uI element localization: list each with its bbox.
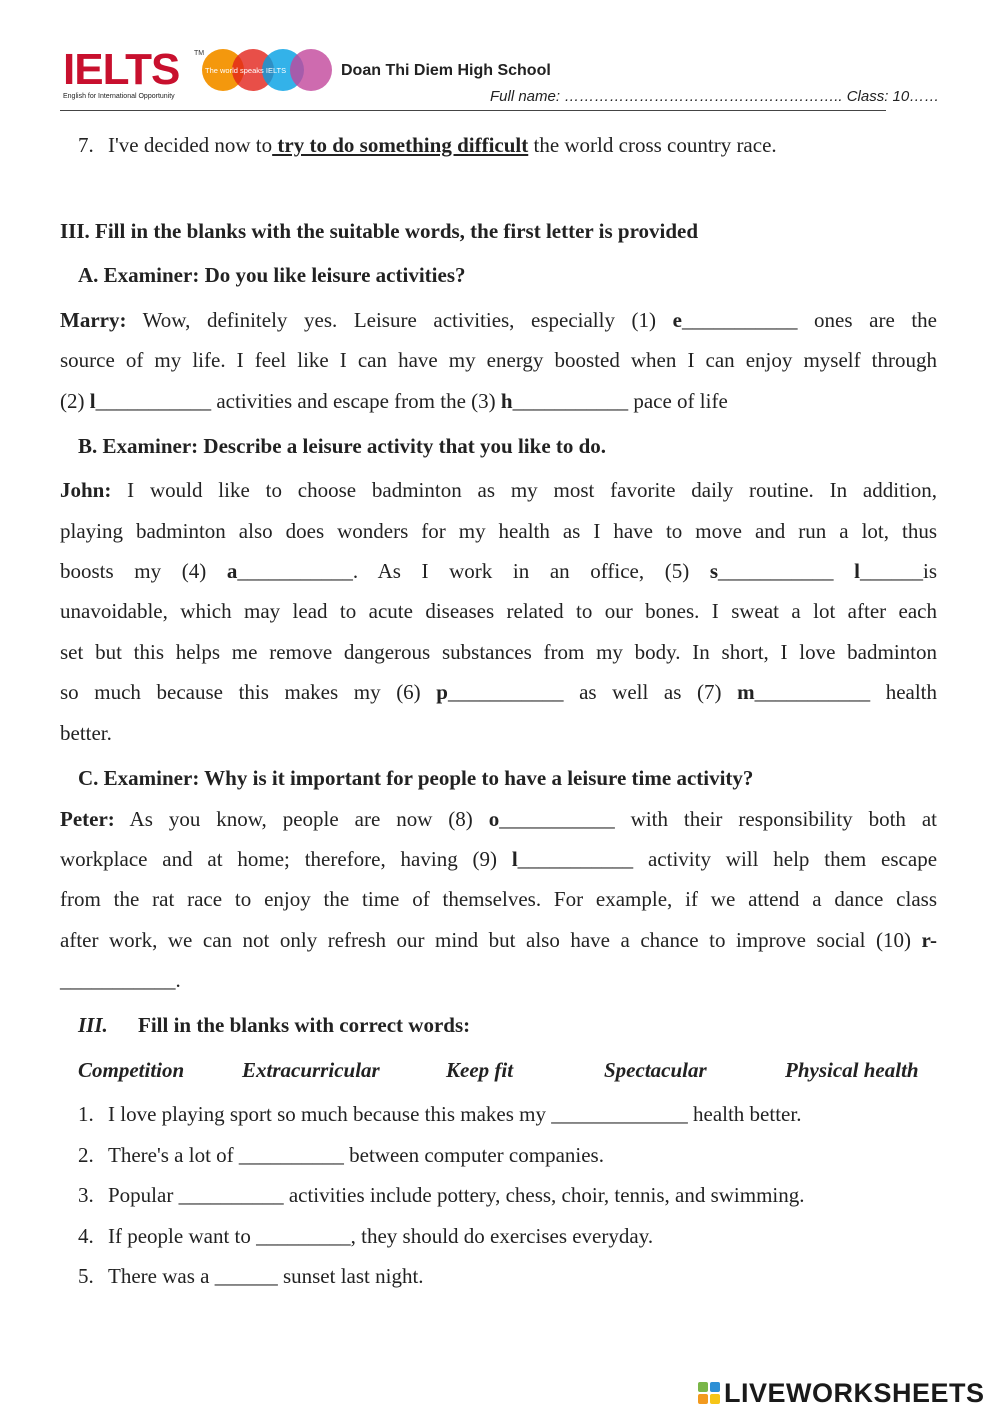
blank-5b[interactable]: ______is	[860, 559, 938, 583]
blank-8[interactable]: ___________ with their responsibility both at	[499, 807, 938, 831]
speaker-name: Marry:	[60, 308, 127, 332]
part-c-line-3: from the rat race to enjoy the time of themselves. For example, if we attend a dance class	[60, 887, 937, 911]
part-b-line-1	[60, 478, 937, 502]
underlined-phrase: try to do something difficult	[272, 133, 529, 157]
grid-square-orange	[698, 1394, 708, 1404]
word-bank-item: Extracurricular	[242, 1058, 380, 1082]
part-c-line-2	[60, 847, 937, 871]
part-a-heading: A. Examiner: Do you like leisure activities?	[78, 263, 466, 287]
part-b-line-5: set but this helps me remove dangerous substances from my body. In short, I love badminton	[60, 640, 937, 664]
blank-5a-letter: s	[709, 559, 719, 583]
fullname-class-line: Full name: ……………………………………………….. Class: 10……	[490, 88, 940, 105]
item-number: 2.	[78, 1143, 94, 1167]
blank-7-letter: m	[737, 680, 755, 704]
liveworksheets-logo[interactable]	[698, 1378, 985, 1408]
header-divider	[60, 110, 886, 111]
question-text: the world cross country race.	[528, 133, 777, 157]
word-bank-item: Physical health	[785, 1058, 919, 1082]
blank-10[interactable]: ___________.	[60, 968, 181, 992]
grid-square-blue	[710, 1382, 720, 1392]
item-text[interactable]: If people want to _________, they should do exercises everyday.	[108, 1224, 654, 1248]
question-text: I've decided now to	[108, 133, 273, 157]
logo-wordmark: IELTS	[63, 45, 180, 94]
part-a-line-3	[60, 389, 728, 413]
blank-9-letter: l	[511, 847, 518, 871]
section-roman-numeral: III.	[78, 1013, 108, 1037]
item-number: 5.	[78, 1264, 94, 1288]
blank-1-letter: e	[672, 308, 682, 332]
blank-4-letter: a	[226, 559, 238, 583]
item-text[interactable]: There's a lot of __________ between computer companies.	[108, 1143, 604, 1167]
liveworksheets-grid-icon	[698, 1382, 720, 1404]
question-7	[78, 133, 777, 157]
question-number: 7.	[78, 133, 94, 157]
list-item	[78, 1102, 801, 1126]
logo-slogan: The world speaks IELTS	[205, 66, 287, 75]
item-text[interactable]: There was a ______ sunset last night.	[108, 1264, 424, 1288]
passage-text: boosts my (4)	[60, 559, 227, 583]
blank-6[interactable]: ___________ as well as (7)	[447, 680, 738, 704]
blank-8-letter: o	[488, 807, 500, 831]
speaker-name: John:	[60, 478, 112, 502]
part-b-line-7: better.	[60, 721, 112, 745]
part-b-line-3	[60, 559, 937, 583]
blank-2[interactable]: ___________ activities and escape from the (3)	[95, 389, 501, 413]
part-a-line-1	[60, 308, 937, 332]
section-3b-title	[78, 1013, 470, 1037]
item-text[interactable]: Popular __________ activities include pottery, chess, choir, tennis, and swimming.	[108, 1183, 805, 1207]
item-number: 3.	[78, 1183, 94, 1207]
logo-trademark: TM	[194, 50, 205, 57]
part-c-line-1	[60, 807, 937, 831]
passage-text: I would like to choose badminton as my most favorite daily routine. In addition,	[111, 478, 937, 502]
blank-5a[interactable]: ___________	[718, 559, 855, 583]
item-number: 4.	[78, 1224, 94, 1248]
blank-2-letter: l	[89, 389, 96, 413]
passage-text: after work, we can not only refresh our mind but also have a chance to improve social (10)	[60, 928, 922, 952]
passage-text: so much because this makes my (6)	[60, 680, 437, 704]
liveworksheets-wordmark: LIVEWORKSHEETS	[724, 1378, 985, 1408]
blank-1[interactable]: ___________ ones are the	[681, 308, 937, 332]
speaker-name: Peter:	[60, 807, 115, 831]
passage-text: workplace and at home; therefore, having (9)	[60, 847, 512, 871]
part-b-line-2: playing badminton also does wonders for my health as I have to move and run a lot, thus	[60, 519, 937, 543]
list-item	[78, 1224, 653, 1248]
blank-10-letter: r-	[921, 928, 937, 952]
item-number: 1.	[78, 1102, 94, 1126]
part-c-line-4	[60, 928, 937, 952]
ielts-logo	[60, 46, 320, 106]
blank-6-letter: p	[436, 680, 448, 704]
passage-text: (2)	[60, 389, 90, 413]
list-item	[78, 1143, 604, 1167]
part-c-heading: C. Examiner: Why is it important for people to have a leisure time activity?	[78, 766, 754, 790]
passage-text: Wow, definitely yes. Leisure activities, especially (1)	[126, 308, 673, 332]
word-bank-item: Spectacular	[604, 1058, 707, 1082]
part-b-line-6	[60, 680, 937, 704]
blank-3[interactable]: ___________ pace of life	[512, 389, 728, 413]
school-name: Doan Thi Diem High School	[341, 62, 551, 79]
blank-7[interactable]: ___________ health	[754, 680, 938, 704]
word-bank-item: Keep fit	[446, 1058, 514, 1082]
part-a-line-2: source of my life. I feel like I can have my energy boosted when I can enjoy myself through	[60, 348, 937, 372]
passage-text: As you know, people are now (8)	[114, 807, 489, 831]
part-b-heading: B. Examiner: Describe a leisure activity that you like to do.	[78, 434, 607, 458]
grid-square-green	[698, 1382, 708, 1392]
page-header	[0, 0, 1000, 115]
part-b-line-4: unavoidable, which may lead to acute diseases related to our bones. I sweat a lot after each	[60, 599, 937, 623]
list-item	[78, 1264, 424, 1288]
grid-square-yellow	[710, 1394, 720, 1404]
item-text[interactable]: I love playing sport so much because this makes my _____________ health better.	[108, 1102, 802, 1126]
blank-9[interactable]: ___________ activity will help them escape	[517, 847, 938, 871]
section-title-text: Fill in the blanks with correct words:	[138, 1013, 471, 1037]
blank-3-letter: h	[500, 389, 513, 413]
blank-5b-letter: l	[854, 559, 860, 583]
list-item	[78, 1183, 805, 1207]
word-bank-item: Competition	[78, 1058, 185, 1082]
blank-4[interactable]: ___________. As I work in an office, (5)	[237, 559, 710, 583]
logo-tagline: English for International Opportunity	[63, 93, 175, 100]
section-3-title: III. Fill in the blanks with the suitable words, the first letter is provided	[60, 219, 699, 243]
